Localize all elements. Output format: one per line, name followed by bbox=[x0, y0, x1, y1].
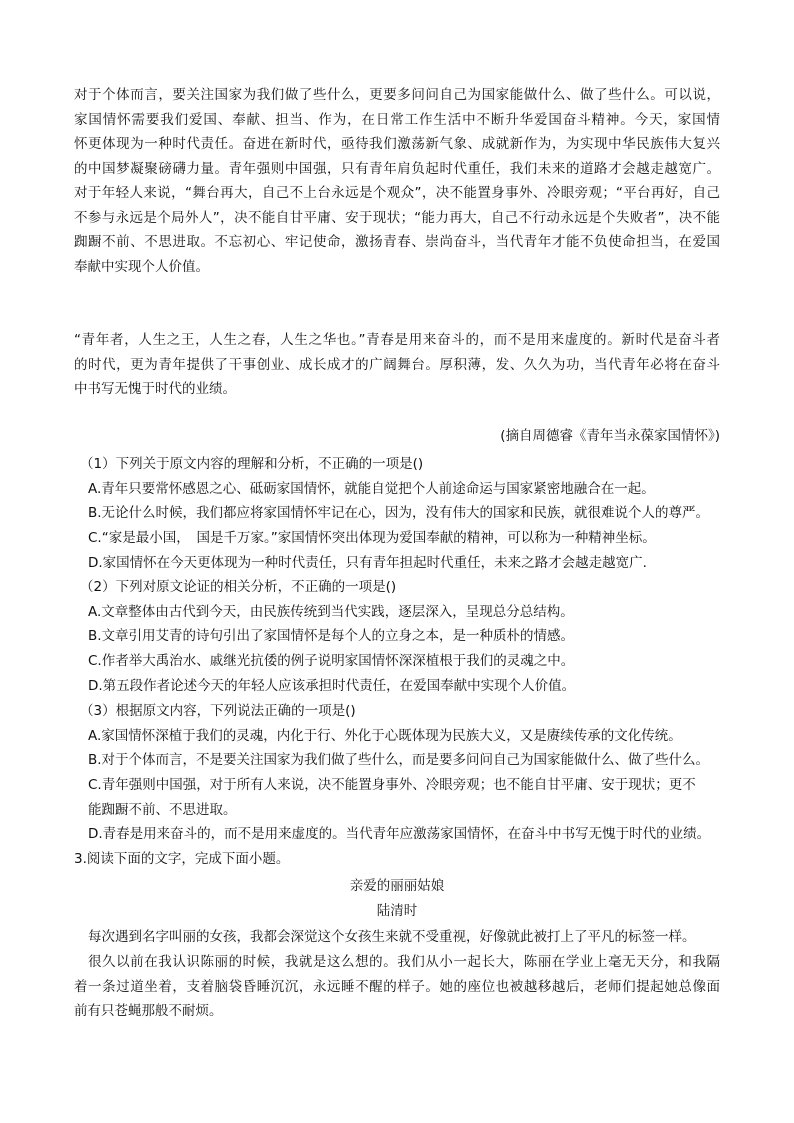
section-3-intro bbox=[74, 847, 720, 872]
text-line: 怀更体现为一种时代责任。奋进在新时代，亟待我们激荡新气象、成就新作为，为实现中华民族伟大复兴 bbox=[74, 136, 720, 152]
question-2 bbox=[80, 575, 726, 698]
story-author: 陆清时 bbox=[376, 903, 418, 919]
text-line: 着一条过道坐着，支着脑袋昏睡沉沉，永远睡不醒的样子。她的座位也被越移越后，老师们提起她总像面 bbox=[74, 978, 720, 995]
option-a: A.文章整体由古代到今天，由民族传统到当代实践，逐层深入，呈现总分总结构。 bbox=[88, 603, 574, 620]
text-line: 对于个体而言，要关注国家为我们做了些什么，更要多问问自己为国家能做什么、做了些什么。可以说， bbox=[74, 87, 720, 103]
question-3 bbox=[80, 699, 726, 847]
option-a: A.家国情怀深植于我们的灵魂，内化于行、外化于心既体现为民族大义，又是赓续传承的文化传统。 bbox=[88, 727, 682, 744]
story-title: 亲爱的丽丽姑娘 bbox=[349, 878, 445, 894]
passage-paragraph-2 bbox=[74, 328, 720, 402]
option-b: B.无论什么时候，我们都应将家国情怀牢记在心，因为，没有伟大的国家和民族，就很难说个人的尊严。 bbox=[88, 505, 710, 522]
passage-paragraph-1 bbox=[74, 83, 720, 279]
text-line: 的中国梦凝聚磅礴力量。青年强则中国强，只有青年肩负起时代重任，我们未来的道路才会越走越宽广。 bbox=[74, 160, 720, 177]
story-paragraph-1 bbox=[74, 925, 720, 950]
question-stem: （1）下列关于原文内容的理解和分析，不正确的一项是() bbox=[80, 456, 424, 472]
text-line: 踟蹰不前、不思进取。不忘初心、牢记使命，激扬青春、崇尚奋斗，当代青年才能不负使命担当，在爱国 bbox=[74, 234, 720, 250]
option-c: C.“家是最小国， 国是千万家。”家国情怀突出体现为爱国奉献的精神，可以称为一种精神坐标。 bbox=[88, 530, 656, 547]
passage-source: (摘自周德睿《青年当永葆家国情怀》) bbox=[500, 428, 720, 444]
option-d: D.第五段作者论述今天的年轻人应该承担时代责任，在爱国奉献中实现个人价值。 bbox=[88, 677, 576, 694]
option-d: D.青春是用来奋斗的，而不是用来虚度的。当代青年应激荡家国情怀，在奋斗中书写无愧于时代的业绩。 bbox=[88, 826, 711, 843]
text-line: 家国情怀需要我们爱国、奉献、担当、作为，在日常工作生活中不断升华爱国奋斗精神。今天，家国情 bbox=[74, 111, 720, 128]
text-line: 的时代，更为青年提供了干事创业、成长成才的广阔舞台。厚积薄，发、久久为功，当代青年必将在奋斗 bbox=[74, 356, 720, 373]
section-intro-text: 3.阅读下面的文字，完成下面小题。 bbox=[74, 851, 290, 867]
text-line: 奉献中实现个人价值。 bbox=[74, 258, 209, 275]
question-stem: （3）根据原文内容，下列说法正确的一项是() bbox=[80, 703, 356, 719]
option-c-continued: 能踟蹰不前、不思进取。 bbox=[88, 801, 237, 818]
option-c: C.青年强则中国强，对于所有人来说，决不能置身事外、冷眼旁观；也不能自甘平庸、安于现状；更不 bbox=[88, 777, 696, 794]
text-line: “青年者，人生之王，人生之春，人生之华也。”青春是用来奋斗的，而不是用来虚度的。新时代是奋斗者 bbox=[74, 332, 720, 348]
story-paragraph-2 bbox=[74, 950, 720, 1024]
option-b: B.对于个体而言，不是要关注国家为我们做了些什么，而是要多问问自己为国家能做什么、做了些什么。 bbox=[88, 752, 710, 769]
option-b: B.文章引用艾青的诗句引出了家国情怀是每个人的立身之本，是一种质朴的情感。 bbox=[88, 628, 575, 645]
text-line: 很久以前在我认识陈丽的时候，我就是这么想的。我们从小一起长大，陈丽在学业上毫无天分，和我隔 bbox=[88, 954, 720, 970]
text-line: 中书写无愧于时代的业绩。 bbox=[74, 381, 236, 397]
question-stem: （2）下列对原文论证的相关分析，不正确的一项是() bbox=[80, 579, 397, 595]
text-line: 不参与永远是个局外人”，决不能自甘平庸、安于现状；“能力再大，自己不行动永远是个失败者”，决不能 bbox=[74, 209, 720, 226]
option-c: C.作者举大禹治水、戚继光抗倭的例子说明家国情怀深深植根于我们的灵魂之中。 bbox=[88, 653, 575, 670]
question-1 bbox=[80, 452, 726, 575]
text-line: 前有只苍蝇那般不耐烦。 bbox=[74, 1003, 223, 1019]
option-a: A.青年只要常怀感恩之心、砥砺家国情怀，就能自觉把个人前途命运与国家紧密地融合在一起。 bbox=[88, 480, 655, 497]
option-d: D.家国情怀在今天更体现为一种时代责任，只有青年担起时代重任，未来之路才会越走越宽广. bbox=[88, 554, 647, 571]
text-line: 每次遇到名字叫丽的女孩，我都会深觉这个女孩生来就不受重视，好像就此被打上了平凡的标签一样。 bbox=[88, 929, 696, 945]
text-line: 对于年轻人来说，“舞台再大，自己不上台永远是个观众”，决不能置身事外、冷眼旁观；“平台再好，自己 bbox=[74, 185, 720, 201]
